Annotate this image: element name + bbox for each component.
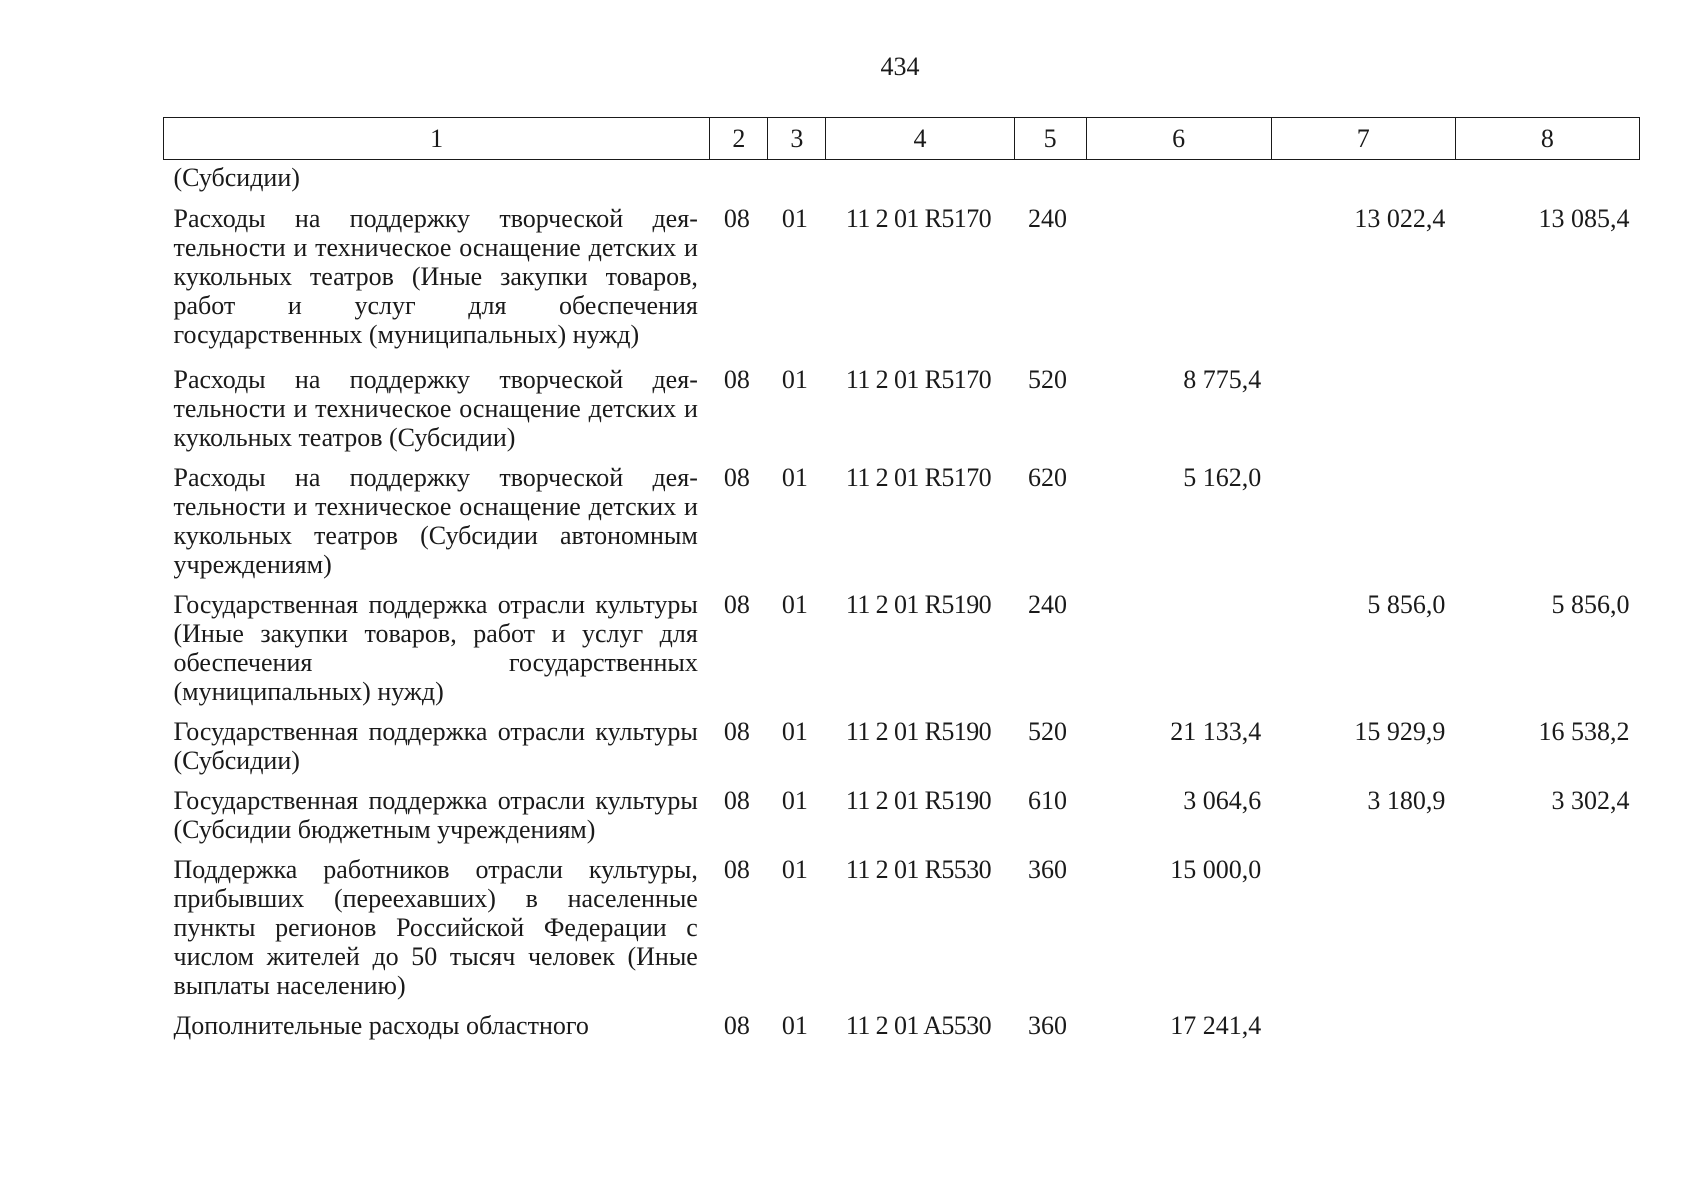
column-header-6: 6 — [1086, 118, 1271, 160]
row-amount-col6: 5 162,0 — [1183, 463, 1262, 492]
table-row — [164, 590, 1640, 717]
row-target-article: 11 2 01 R5190 — [845, 786, 991, 815]
row-description: Поддержка работников отрасли культуры, прибывших (переехавших) в населенные пункты регионов Российской Федерации с числом жителей до 50 тысяч человек (Иные выплаты населению) — [173, 855, 698, 1000]
row-target-article: 11 2 01 R5530 — [845, 855, 991, 884]
column-header-1: 1 — [164, 118, 710, 160]
row-amount-col7: 5 856,0 — [1367, 590, 1446, 619]
row-amount-col7 — [1271, 365, 1455, 463]
row-amount-col7: 3 180,9 — [1367, 786, 1446, 815]
table-body — [164, 160, 1640, 1052]
row-section: 08 — [723, 717, 750, 746]
row-subsection: 01 — [781, 204, 808, 233]
table-row — [164, 855, 1640, 1011]
header-row — [164, 118, 1640, 160]
row-description: Государственная поддержка отрасли культуры (Субсидии бюджетным учреждениям) — [173, 786, 698, 844]
row-expense-type: 240 — [1028, 204, 1068, 233]
row-subsection: 01 — [781, 717, 808, 746]
row-description: Расходы на поддержку творческой деятельности и техническое оснащение детских и кукольных театров (Субсидии) — [173, 365, 698, 452]
row-expense-type: 520 — [1028, 365, 1068, 394]
table-row — [164, 365, 1640, 463]
row-amount-col8 — [1455, 1011, 1639, 1051]
row-section: 08 — [723, 855, 750, 884]
row-subsection: 01 — [781, 463, 808, 492]
row-amount-col7 — [1271, 1011, 1455, 1051]
row-amount-col7 — [1271, 855, 1455, 1011]
column-header-7: 7 — [1271, 118, 1455, 160]
row-target-article: 11 2 01 R5190 — [845, 717, 991, 746]
row-description: Государственная поддержка отрасли культуры (Иные закупки товаров, работ и услуг для обеспечения государственных (муниципальных) нужд) — [173, 590, 698, 706]
row-description: Расходы на поддержку творческой деятельности и техническое оснащение детских и кукольных театров (Субсидии автономным учреждениям) — [173, 463, 698, 579]
row-amount-col8: 13 085,4 — [1538, 204, 1630, 233]
row-description: Дополнительные расходы областного — [173, 1011, 589, 1040]
row-expense-type: 620 — [1028, 463, 1068, 492]
column-header-3: 3 — [768, 118, 826, 160]
table-row — [164, 204, 1640, 365]
row-amount-col6: 17 241,4 — [1170, 1011, 1262, 1040]
row-amount-col8 — [1455, 855, 1639, 1011]
column-header-2: 2 — [710, 118, 768, 160]
row-amount-col6: 8 775,4 — [1183, 365, 1262, 394]
row-section: 08 — [723, 463, 750, 492]
column-header-5: 5 — [1014, 118, 1086, 160]
row-amount-col6 — [1086, 590, 1271, 717]
row-expense-type: 610 — [1028, 786, 1068, 815]
row-amount-col7: 15 929,9 — [1354, 717, 1446, 746]
row-subsection: 01 — [781, 855, 808, 884]
row-subsection: 01 — [781, 365, 808, 394]
row-section: 08 — [723, 1011, 750, 1040]
row-description: Государственная поддержка отрасли культуры (Субсидии) — [173, 717, 698, 775]
page-number: 434 — [880, 52, 920, 81]
row-subsection: 01 — [781, 786, 808, 815]
table-row — [164, 786, 1640, 855]
row-target-article: 11 2 01 R5190 — [845, 590, 991, 619]
column-header-4: 4 — [826, 118, 1014, 160]
row-amount-col6: 21 133,4 — [1170, 717, 1262, 746]
row-description: Расходы на поддержку творческой деятельности и техническое оснащение детских и кукольных театров (Иные закупки товаров, работ и услуг для обеспечения государственных (муниципальных) нужд) — [173, 204, 698, 349]
table-row — [164, 717, 1640, 786]
row-section: 08 — [723, 204, 750, 233]
row-amount-col6: 15 000,0 — [1170, 855, 1262, 884]
row-amount-col8 — [1455, 463, 1639, 590]
row-expense-type: 360 — [1028, 855, 1068, 884]
row-section: 08 — [723, 365, 750, 394]
row-target-article: 11 2 01 R5170 — [845, 463, 991, 492]
row-target-article: 11 2 01 A5530 — [845, 1011, 991, 1040]
continued-description: (Субсидии) — [173, 163, 300, 192]
row-section: 08 — [723, 590, 750, 619]
table-header — [164, 118, 1640, 160]
budget-table — [163, 117, 1640, 1051]
row-amount-col7 — [1271, 463, 1455, 590]
row-target-article: 11 2 01 R5170 — [845, 365, 991, 394]
table-row-continued — [164, 160, 1640, 205]
row-section: 08 — [723, 786, 750, 815]
row-subsection: 01 — [781, 590, 808, 619]
row-amount-col7: 13 022,4 — [1354, 204, 1446, 233]
row-amount-col8: 3 302,4 — [1551, 786, 1630, 815]
row-expense-type: 360 — [1028, 1011, 1068, 1040]
row-subsection: 01 — [781, 1011, 808, 1040]
row-amount-col6 — [1086, 204, 1271, 365]
row-target-article: 11 2 01 R5170 — [845, 204, 991, 233]
table-row — [164, 463, 1640, 590]
row-amount-col6: 3 064,6 — [1183, 786, 1262, 815]
row-amount-col8: 16 538,2 — [1538, 717, 1630, 746]
row-expense-type: 520 — [1028, 717, 1068, 746]
column-header-8: 8 — [1455, 118, 1639, 160]
row-amount-col8 — [1455, 365, 1639, 463]
row-expense-type: 240 — [1028, 590, 1068, 619]
row-amount-col8: 5 856,0 — [1551, 590, 1630, 619]
table-row — [164, 1011, 1640, 1051]
